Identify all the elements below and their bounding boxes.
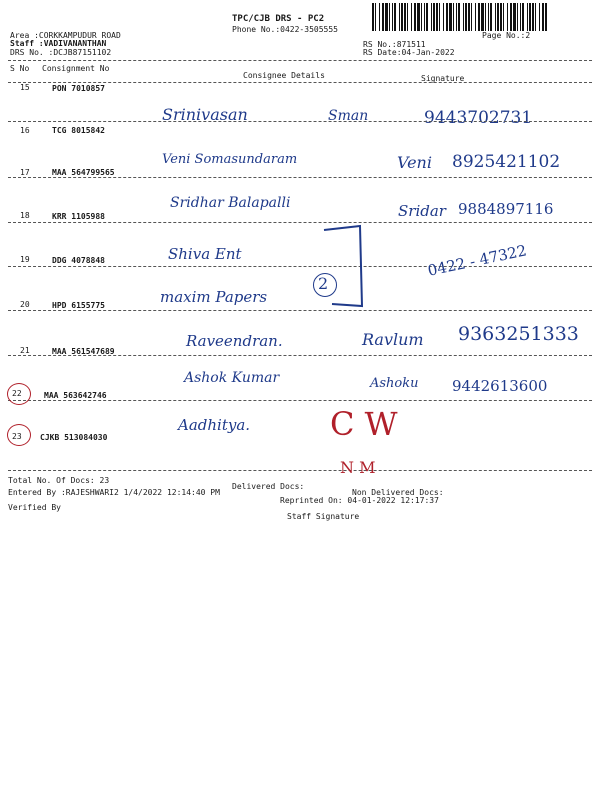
- barcode: [372, 3, 547, 31]
- row-consignment: MAA 561547689: [52, 347, 115, 356]
- row-phone: 8925421102: [452, 152, 561, 172]
- row-signature: Ashoku: [370, 376, 419, 391]
- row-sno: 16: [20, 126, 30, 135]
- col-header-signature: Signature: [421, 74, 465, 83]
- staff-label: Staff :VADIVANANTHAN: [10, 39, 107, 48]
- row-phone: 9442613600: [452, 377, 548, 395]
- row-signature: Sman: [328, 108, 369, 124]
- bracket-annotation: [300, 224, 380, 314]
- entered-by: Entered By :RAJESHWARI2 1/4/2022 12:14:40 PM: [8, 488, 220, 497]
- report-title: TPC/CJB DRS - PC2: [232, 14, 325, 24]
- nm-annotation: N M: [340, 458, 376, 477]
- row-signature: Veni: [397, 153, 432, 172]
- row-consignment: MAA 564799565: [52, 168, 115, 177]
- row-divider: [8, 121, 592, 122]
- row-consignment: MAA 563642746: [44, 391, 107, 400]
- row-sno: 18: [20, 211, 30, 220]
- row-sno: 20: [20, 300, 30, 309]
- delivered-docs: Delivered Docs:: [232, 482, 305, 491]
- row-consignment: TCG 8015842: [52, 126, 105, 135]
- row-consignee-name: Raveendran.: [186, 332, 283, 350]
- barcode-graphic: [372, 3, 547, 31]
- header-divider-bottom: [8, 82, 592, 83]
- row-divider: [8, 400, 592, 401]
- row-sno: 15: [20, 83, 30, 92]
- circled-two-text: 2: [318, 274, 329, 293]
- row-sno: 22: [12, 389, 22, 398]
- page-number: Page No.:2: [482, 31, 531, 40]
- row-consignee-name: Sridhar Balapalli: [170, 195, 291, 211]
- row-consignee-name: maxim Papers: [160, 288, 268, 306]
- row-consignment: KRR 1105988: [52, 212, 105, 221]
- row-phone: 9363251333: [458, 323, 579, 345]
- rs-date: RS Date:04-Jan-2022: [363, 48, 455, 57]
- row-consignee-name: Srinivasan: [162, 105, 248, 124]
- row-sno: 17: [20, 168, 30, 177]
- row-signature: Sridar: [398, 202, 446, 220]
- area-label: Area :CORKKAMPUDUR ROAD: [10, 31, 121, 40]
- verified-by: Verified By: [8, 503, 61, 512]
- row-phone: 9443702731: [424, 108, 533, 128]
- row-signature: Ravlum: [362, 330, 424, 349]
- staff-signature: Staff Signature: [287, 512, 360, 521]
- row-consignee-name: Ashok Kumar: [184, 370, 280, 386]
- row-consignment: PON 7010857: [52, 84, 105, 93]
- footer-divider: [8, 470, 592, 471]
- row-divider: [8, 222, 592, 223]
- row-divider: [8, 177, 592, 178]
- row-consignee-name: Shiva Ent: [168, 245, 242, 263]
- row-phone: 0422 - 47322: [426, 241, 529, 280]
- phone-number: Phone No.:0422-3505555: [232, 25, 338, 34]
- row-consignment: CJKB 513084030: [40, 433, 108, 442]
- drs-number: DRS No. :DCJB87151102: [10, 48, 112, 57]
- col-header-sno: S No: [10, 64, 30, 73]
- row-consignee-name: Veni Somasundaram: [162, 152, 298, 167]
- row-consignment: DDG 4078848: [52, 256, 105, 265]
- col-header-consignment: Consignment No: [42, 64, 110, 73]
- non-delivered-docs: Non Delivered Docs:: [352, 488, 444, 497]
- col-header-consignee: Consignee Details: [243, 71, 325, 80]
- header-divider-top: [8, 60, 592, 61]
- reprinted-on: Reprinted On: 04-01-2022 12:17:37: [280, 496, 439, 505]
- row-sno: 21: [20, 346, 30, 355]
- row-sno: 23: [12, 432, 22, 441]
- row-phone: 9884897116: [458, 200, 554, 218]
- row-sno: 19: [20, 255, 30, 264]
- row-consignee-name: Aadhitya.: [178, 416, 251, 434]
- rs-number: RS No.:871511: [363, 40, 426, 49]
- row-consignment: HPD 6155775: [52, 301, 105, 310]
- total-docs: Total No. Of Docs: 23: [8, 476, 110, 485]
- cw-annotation: C W: [330, 405, 398, 443]
